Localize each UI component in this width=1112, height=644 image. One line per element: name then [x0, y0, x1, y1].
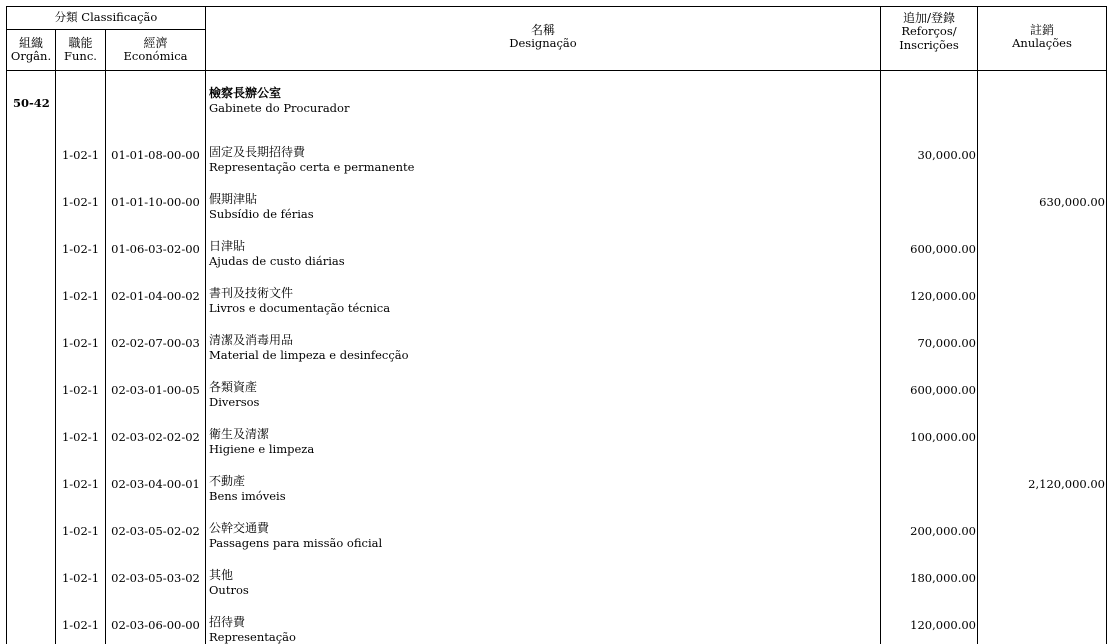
org-header [7, 30, 56, 71]
classification-header: 分類 Classificação [7, 7, 206, 30]
reforco-header [881, 7, 978, 71]
eco-code: 01-01-08-00-00 [106, 127, 206, 174]
designation-pt: Passagens para missão oficial [209, 536, 878, 550]
anulacoes-header-pt: Anulações [980, 37, 1104, 51]
designation-pt: Subsídio de férias [209, 207, 878, 221]
org-cell [7, 127, 56, 174]
func-code: 1-02-1 [56, 174, 106, 221]
eco-code: 02-03-01-00-05 [106, 362, 206, 409]
org-cell [7, 503, 56, 550]
designation-pt: Outros [209, 583, 878, 597]
table-row [7, 268, 1107, 315]
func-code: 1-02-1 [56, 221, 106, 268]
anulacao-amount [978, 315, 1107, 362]
func-header-zh: 職能 [58, 36, 103, 50]
anulacoes-header-zh: 註銷 [980, 23, 1104, 37]
eco-code: 02-02-07-00-03 [106, 315, 206, 362]
table-row [7, 409, 1107, 456]
reforco-amount: 120,000.00 [881, 597, 978, 644]
anulacao-amount: 2,120,000.00 [978, 456, 1107, 503]
designation-header [206, 7, 881, 71]
org-header-pt: Orgân. [9, 50, 53, 64]
organ-name-zh: 檢察長辦公室 [209, 86, 878, 101]
eco-code: 02-01-04-00-02 [106, 268, 206, 315]
eco-header [106, 30, 206, 71]
anulacao-amount [978, 409, 1107, 456]
table-row [7, 315, 1107, 362]
designation-pt: Livros e documentação técnica [209, 301, 878, 315]
eco-header-zh: 經濟 [108, 36, 203, 50]
reforco-amount: 200,000.00 [881, 503, 978, 550]
org-cell [7, 315, 56, 362]
reforco-amount: 100,000.00 [881, 409, 978, 456]
func-code: 1-02-1 [56, 127, 106, 174]
reforco-amount: 30,000.00 [881, 127, 978, 174]
func-code: 1-02-1 [56, 550, 106, 597]
reforco-amount: 180,000.00 [881, 550, 978, 597]
func-code: 1-02-1 [56, 268, 106, 315]
organ-name-pt: Gabinete do Procurador [209, 101, 878, 115]
designation-cell [206, 268, 881, 315]
designation-pt: Representação certa e permanente [209, 160, 878, 174]
designation-zh: 其他 [209, 568, 878, 583]
designation-zh: 各類資產 [209, 380, 878, 395]
reforco-amount: 70,000.00 [881, 315, 978, 362]
table-row [7, 456, 1107, 503]
table-row [7, 503, 1107, 550]
anulacao-amount: 630,000.00 [978, 174, 1107, 221]
func-code: 1-02-1 [56, 597, 106, 644]
designation-zh: 清潔及消毒用品 [209, 333, 878, 348]
designation-pt: Material de limpeza e desinfecção [209, 348, 878, 362]
designation-cell [206, 362, 881, 409]
organ-func-cell [56, 71, 106, 128]
reforco-header-zh: 追加/登錄 [883, 11, 975, 25]
designation-header-pt: Designação [208, 37, 878, 51]
designation-zh: 不動產 [209, 474, 878, 489]
eco-header-pt: Económica [108, 50, 203, 64]
designation-cell [206, 456, 881, 503]
func-code: 1-02-1 [56, 456, 106, 503]
org-cell [7, 597, 56, 644]
reforco-header-pt1: Reforços/ [883, 25, 975, 39]
func-header-pt: Func. [58, 50, 103, 64]
designation-pt: Representação [209, 630, 878, 644]
designation-cell [206, 127, 881, 174]
reforco-amount: 600,000.00 [881, 221, 978, 268]
organ-eco-cell [106, 71, 206, 128]
eco-code: 02-03-04-00-01 [106, 456, 206, 503]
designation-cell [206, 550, 881, 597]
reforco-amount: 120,000.00 [881, 268, 978, 315]
designation-zh: 公幹交通費 [209, 521, 878, 536]
org-cell [7, 456, 56, 503]
table-row [7, 174, 1107, 221]
table-row [7, 362, 1107, 409]
reforco-header-pt2: Inscrições [883, 39, 975, 53]
designation-cell [206, 503, 881, 550]
org-cell [7, 550, 56, 597]
designation-zh: 衛生及清潔 [209, 427, 878, 442]
func-code: 1-02-1 [56, 362, 106, 409]
designation-pt: Higiene e limpeza [209, 442, 878, 456]
designation-zh: 書刊及技術文件 [209, 286, 878, 301]
anulacao-amount [978, 221, 1107, 268]
designation-pt: Ajudas de custo diárias [209, 254, 878, 268]
table-row [7, 221, 1107, 268]
designation-pt: Bens imóveis [209, 489, 878, 503]
eco-code: 01-01-10-00-00 [106, 174, 206, 221]
designation-zh: 固定及長期招待費 [209, 145, 878, 160]
org-cell [7, 174, 56, 221]
designation-cell [206, 315, 881, 362]
anulacao-amount [978, 597, 1107, 644]
organ-anul-cell [978, 71, 1107, 128]
designation-zh: 日津貼 [209, 239, 878, 254]
eco-code: 02-03-06-00-00 [106, 597, 206, 644]
table-row [7, 127, 1107, 174]
org-cell [7, 362, 56, 409]
organ-reforco-cell [881, 71, 978, 128]
reforco-amount [881, 174, 978, 221]
designation-pt: Diversos [209, 395, 878, 409]
anulacao-amount [978, 127, 1107, 174]
anulacao-amount [978, 550, 1107, 597]
anulacao-amount [978, 268, 1107, 315]
designation-cell [206, 174, 881, 221]
eco-code: 02-03-05-02-02 [106, 503, 206, 550]
table-row [7, 597, 1107, 644]
table-header [7, 7, 1107, 71]
designation-cell [206, 409, 881, 456]
func-code: 1-02-1 [56, 315, 106, 362]
func-code: 1-02-1 [56, 503, 106, 550]
func-header [56, 30, 106, 71]
func-code: 1-02-1 [56, 409, 106, 456]
anulacao-amount [978, 503, 1107, 550]
reforco-amount: 600,000.00 [881, 362, 978, 409]
eco-code: 02-03-05-03-02 [106, 550, 206, 597]
designation-zh: 招待費 [209, 615, 878, 630]
eco-code: 01-06-03-02-00 [106, 221, 206, 268]
designation-cell [206, 597, 881, 644]
reforco-amount [881, 456, 978, 503]
designation-header-zh: 名稱 [208, 23, 878, 37]
table-body [7, 71, 1107, 644]
org-cell [7, 409, 56, 456]
eco-code: 02-03-02-02-02 [106, 409, 206, 456]
org-cell [7, 221, 56, 268]
anulacoes-header [978, 7, 1107, 71]
organ-code: 50-42 [7, 71, 56, 128]
org-header-zh: 組織 [9, 36, 53, 50]
anulacao-amount [978, 362, 1107, 409]
designation-cell [206, 221, 881, 268]
organ-row [7, 71, 1107, 128]
designation-zh: 假期津貼 [209, 192, 878, 207]
org-cell [7, 268, 56, 315]
budget-table [6, 6, 1107, 644]
table-row [7, 550, 1107, 597]
organ-designation [206, 71, 881, 128]
